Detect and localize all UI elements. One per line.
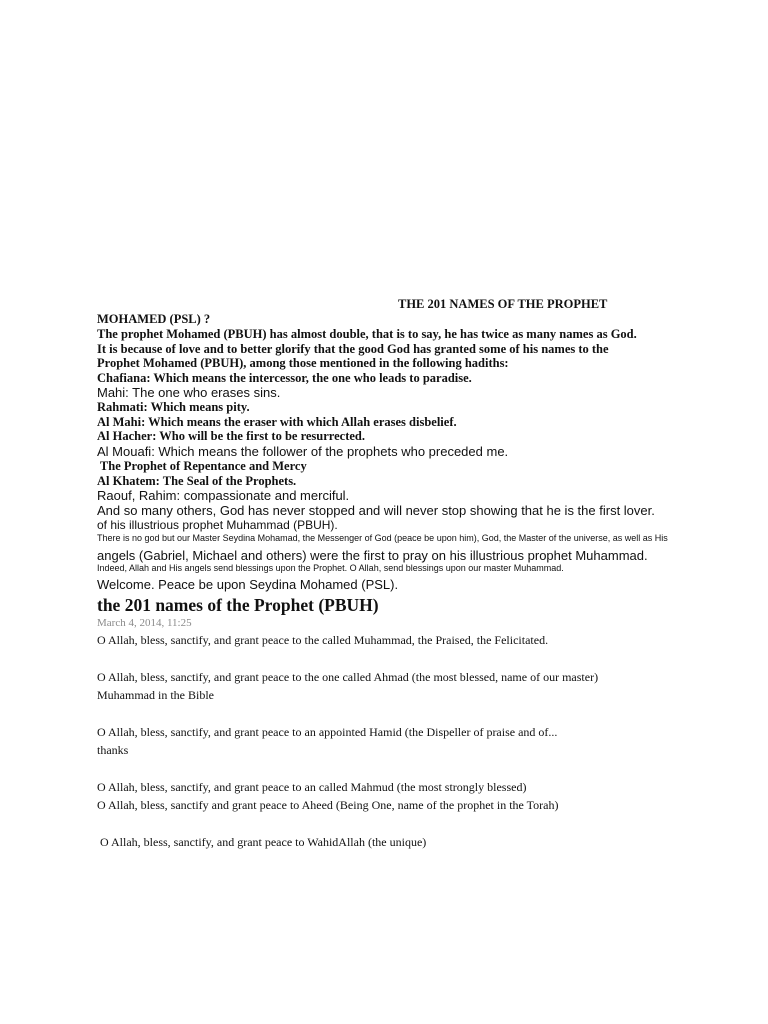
closing-line-5: Indeed, Allah and His angels send blessings upon the Prophet. O Allah, send blessings upon our master Muhammad. xyxy=(97,563,564,573)
name-al-mouafi: Al Mouafi: Which means the follower of the prophets who preceded me. xyxy=(97,444,509,459)
closing-line-3: There is no god but our Master Seydina Mohamad, the Messenger of God (peace be upon him), God, the Master of the universe, as well as His xyxy=(97,533,668,543)
post-line-1: O Allah, bless, sanctify, and grant peace to the called Muhammad, the Praised, the Felicitated. xyxy=(97,633,549,647)
intro-line-2: It is because of love and to better glorify that the good God has granted some of his names to the xyxy=(97,342,609,356)
name-mahi: Mahi: The one who erases sins. xyxy=(97,385,281,400)
closing-line-6: Welcome. Peace be upon Seydina Mohamed (PSL). xyxy=(97,577,399,592)
closing-line-1: And so many others, God has never stopped and will never stop showing that he is the first lover. xyxy=(97,503,655,518)
post-line-4: O Allah, bless, sanctify, and grant peace to an appointed Hamid (the Dispeller of praise and of... xyxy=(97,725,558,739)
post-line-6: O Allah, bless, sanctify, and grant peace to an called Mahmud (the most strongly blessed) xyxy=(97,780,527,794)
title-line-2: MOHAMED (PSL) ? xyxy=(97,312,211,326)
title-line-1: THE 201 NAMES OF THE PROPHET xyxy=(398,297,608,311)
closing-line-2: of his illustrious prophet Muhammad (PBUH). xyxy=(97,518,338,532)
name-chafiana: Chafiana: Which means the intercessor, the one who leads to paradise. xyxy=(97,371,472,385)
name-rahmati: Rahmati: Which means pity. xyxy=(97,400,250,414)
name-al-mahi: Al Mahi: Which means the eraser with which Allah erases disbelief. xyxy=(97,415,457,429)
closing-line-4: angels (Gabriel, Michael and others) were the first to pray on his illustrious prophet Muhammad. xyxy=(97,548,648,563)
post-heading: the 201 names of the Prophet (PBUH) xyxy=(97,595,379,615)
intro-line-3: Prophet Mohamed (PBUH), among those mentioned in the following hadiths: xyxy=(97,356,509,370)
name-repentance: The Prophet of Repentance and Mercy xyxy=(97,459,307,473)
name-al-hacher: Al Hacher: Who will be the first to be resurrected. xyxy=(97,429,366,443)
intro-line-1: The prophet Mohamed (PBUH) has almost double, that is to say, he has twice as many names as God. xyxy=(97,327,637,341)
post-line-3: Muhammad in the Bible xyxy=(97,688,214,702)
post-line-2: O Allah, bless, sanctify, and grant peace to the one called Ahmad (the most blessed, name of our master) xyxy=(97,670,599,684)
post-date: March 4, 2014, 11:25 xyxy=(97,617,192,629)
post-line-5: thanks xyxy=(97,743,129,757)
name-al-khatem: Al Khatem: The Seal of the Prophets. xyxy=(97,474,297,488)
name-raouf: Raouf, Rahim: compassionate and merciful. xyxy=(97,488,350,503)
post-line-8: O Allah, bless, sanctify, and grant peace to WahidAllah (the unique) xyxy=(97,835,427,849)
post-line-7: O Allah, bless, sanctify and grant peace to Aheed (Being One, name of the prophet in the Torah) xyxy=(97,798,559,812)
